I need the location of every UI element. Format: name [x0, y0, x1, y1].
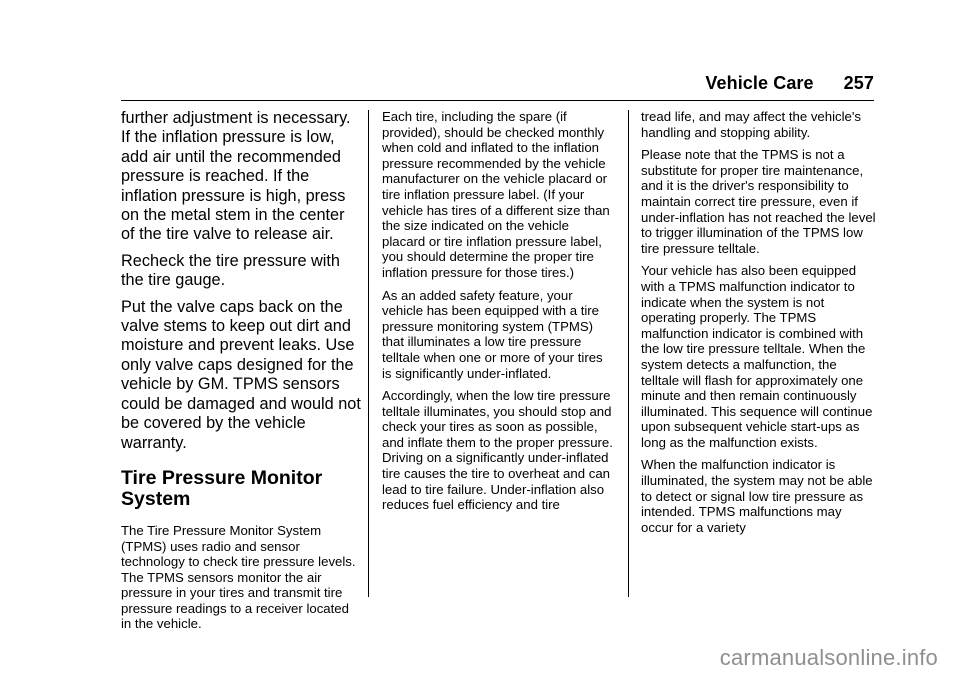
header-section-title: Vehicle Care — [705, 73, 814, 93]
paragraph: further adjustment is necessary. If the inflation pressure is low, add air until the recommended pressure is reached. If the inflation pressure is high, press on the metal stem in the center of the tire valve to release air. — [121, 109, 351, 244]
column-2 — [382, 109, 614, 520]
paragraph: Your vehicle has also been equipped with a TPMS malfunction indicator to indicate when the system is not operating properly. The TPMS malfunction indicator is combined with the low tire pressure telltale. When the system detects a malfunction, the telltale will flash for approximately one minute and then remain continuously illuminated. This sequence will continue upon subsequent vehicle start-ups as long as the malfunction exists. — [641, 263, 873, 450]
column-1 — [121, 109, 361, 639]
watermark: carmanualsonline.info — [719, 645, 938, 670]
column-divider-2 — [628, 110, 629, 597]
paragraph: Accordingly, when the low tire pressure telltale illuminates, you should stop and check your tires as soon as possible, and inflate them to the proper pressure. Driving on a significantly under-inflated tire causes the tire to overheat and can lead to tire failure. Under-inflation also reduces fuel efficiency and tire — [382, 388, 613, 513]
paragraph: tread life, and may affect the vehicle's handling and stopping ability. — [641, 109, 861, 140]
paragraph: Please note that the TPMS is not a substitute for proper tire maintenance, and it is the driver's responsibility to maintain correct tire pressure, even if under-inflation has not reached the level to trigger illumination of the TPMS low tire pressure telltale. — [641, 147, 876, 256]
paragraph: When the malfunction indicator is illuminated, the system may not be able to detect or signal low tire pressure as intended. TPMS malfunctions may occur for a variety — [641, 457, 873, 535]
page-number: 257 — [843, 73, 874, 93]
paragraph: Each tire, including the spare (if provided), should be checked monthly when cold and inflated to the inflation pressure recommended by the vehicle manufacturer on the vehicle placard or tire inflation pressure label. (If your vehicle has tires of a different size than the size indicated on the vehicle placard or tire inflation pressure label, you should determine the proper tire inflation pressure for those tires.) — [382, 109, 610, 280]
paragraph: As an added safety feature, your vehicle has been equipped with a tire pressure monitoring system (TPMS) that illuminates a low tire pressure telltale when one or more of your tires is significantly under-inflated. — [382, 287, 603, 381]
paragraph: The Tire Pressure Monitor System (TPMS) uses radio and sensor technology to check tire pressure levels. The TPMS sensors monitor the air pressure in your tires and transmit tire pressure readings to a receiver located in the vehicle. — [121, 522, 356, 632]
column-divider-1 — [368, 110, 369, 597]
paragraph: Recheck the tire pressure with the tire gauge. — [121, 251, 340, 290]
section-heading: Tire Pressure Monitor System — [121, 466, 323, 511]
paragraph: Put the valve caps back on the valve stems to keep out dirt and moisture and prevent leaks. Use only valve caps designed for the vehicle by GM. TPMS sensors could be damaged and would not be covered by the vehicle warranty. — [121, 297, 361, 452]
header-rule — [121, 100, 874, 101]
column-3 — [641, 109, 877, 542]
running-header — [705, 73, 874, 94]
